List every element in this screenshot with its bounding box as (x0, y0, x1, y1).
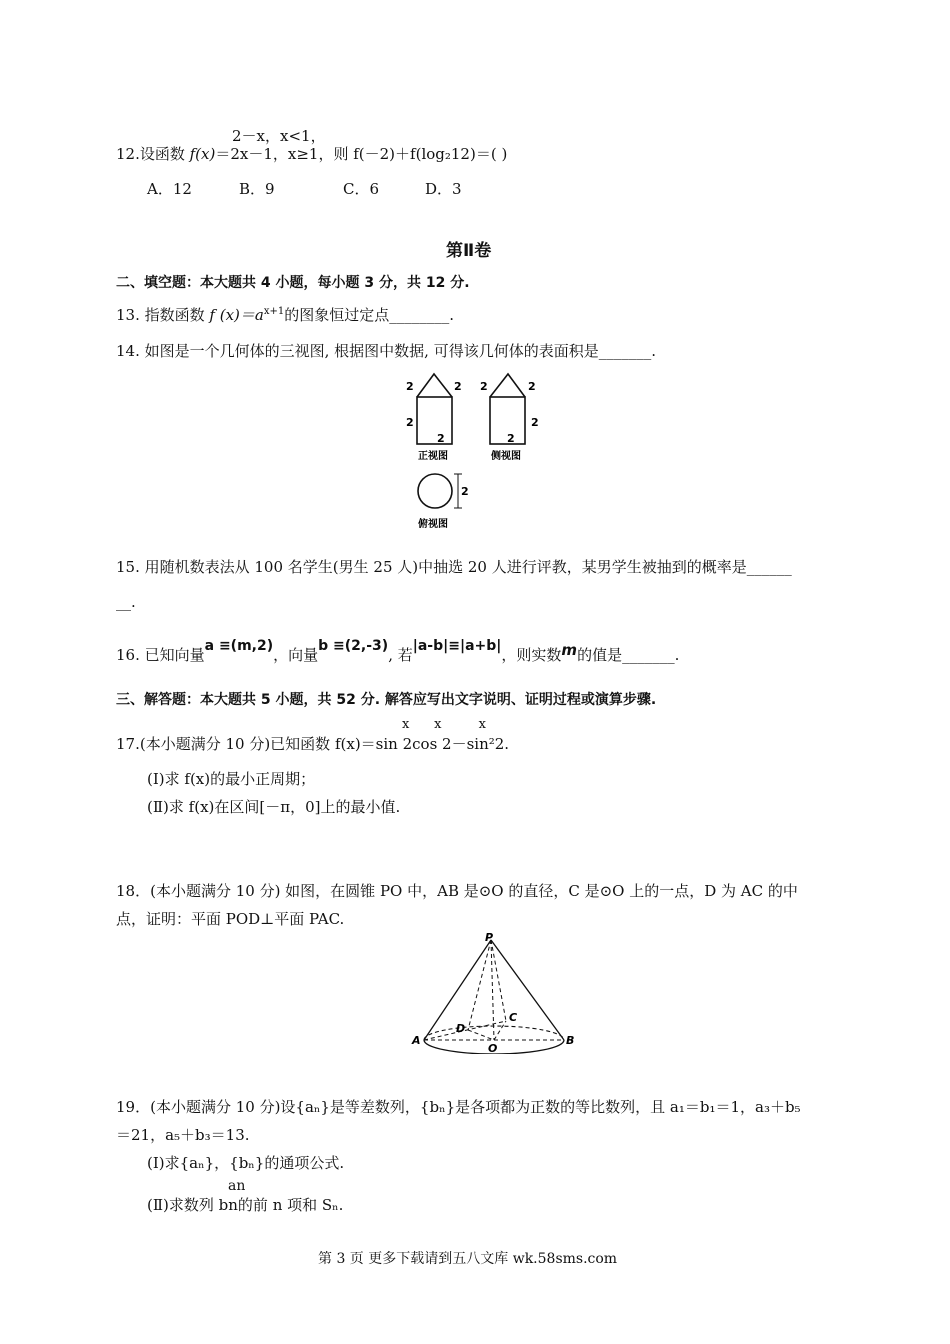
q13-suffix: 的图象恒过定点________. (284, 306, 455, 324)
q18-line1: 18．(本小题满分 10 分) 如图，在圆锥 PO 中，AB 是⊙O 的直径，C 是⊙O 上的一点，D 为 AC 的中 (116, 882, 798, 900)
q16-condition: |a-b|≡|a+b| (412, 638, 502, 654)
cone-label-p: P (485, 931, 494, 944)
q16-m: m (561, 641, 578, 659)
cone-label-b: B (566, 1034, 575, 1047)
q12-middle: ＝2x－1，x≥1，则 (215, 145, 354, 163)
q15-line1: 15. 用随机数表法从 100 名学生(男生 25 人)中抽选 20 人进行评教，某男学生被抽到的概率是______ (116, 558, 792, 576)
side-dim-left-slope: 2 (480, 380, 488, 393)
side-view-label: 侧视图 (491, 451, 521, 462)
q17-part2: (Ⅱ)求 f(x)在区间[－π，0]上的最小值. (147, 798, 401, 816)
q12-fx: f(x) (189, 145, 216, 163)
q16-text (116, 638, 680, 665)
q12-option-c: C．6 (343, 180, 380, 198)
front-view (406, 374, 462, 462)
q13-fx: f (x)＝a (209, 306, 264, 324)
q15-line2: __. (116, 593, 136, 611)
q13-text (116, 304, 454, 325)
q13-exponent: x+1 (263, 306, 285, 317)
side-dim-right-slope: 2 (528, 380, 536, 393)
q19-line1: 19．(本小题满分 10 分)设{aₙ}是等差数列，{bₙ}是各项都为正数的等比数列，且 a₁＝b₁＝1，a₃＋b₅ (116, 1098, 801, 1116)
q12-stem (116, 143, 507, 164)
front-dim-base: 2 (437, 432, 445, 445)
q12-option-a: A．12 (147, 180, 192, 198)
q16-mid2: , 若 (388, 646, 413, 664)
top-view-label: 俯视图 (418, 519, 448, 530)
q12-option-b: B．9 (239, 180, 275, 198)
front-dim-right-slope: 2 (454, 380, 462, 393)
q12-option-d: D．3 (425, 180, 462, 198)
front-dim-left-slope: 2 (406, 380, 414, 393)
q16-vector-a: a ≡(m,2) (204, 638, 274, 654)
q17-fraction-tops: x x x (402, 717, 486, 732)
top-view (418, 474, 469, 530)
q19-fraction-top: an (228, 1178, 246, 1194)
cone-label-o: O (488, 1042, 498, 1054)
top-dim-diameter: 2 (461, 485, 469, 498)
section2-heading: 二、填空题：本大题共 4 小题，每小题 3 分，共 12 分. (116, 275, 470, 291)
side-dim-base: 2 (507, 432, 515, 445)
q14-text: 14. 如图是一个几何体的三视图, 根据图中数据, 可得该几何体的表面积是_______. (116, 342, 656, 360)
q12-prefix: 12.设函数 (116, 145, 190, 163)
front-dim-height: 2 (406, 416, 414, 429)
q16-prefix: 16. 已知向量 (116, 646, 205, 664)
q18-cone-figure (408, 928, 580, 1054)
q19-part2: (Ⅱ)求数列 bn的前 n 项和 Sₙ. (147, 1196, 344, 1214)
q12-rest: f(－2)＋f(log₂12)＝( ) (353, 145, 508, 163)
page-footer: 第 3 页 更多下载请到五八文库 wk.58sms.com (318, 1251, 618, 1267)
q12-piecewise-top: 2－x，x<1， (232, 127, 326, 145)
front-view-label: 正视图 (418, 451, 448, 462)
section3-heading: 三、解答题：本大题共 5 小题，共 52 分. 解答应写出文字说明、证明过程或演算步骤. (116, 692, 657, 708)
side-view (480, 374, 539, 462)
q16-suffix: 的值是_______. (577, 646, 680, 664)
q18-line2: 点，证明：平面 POD⊥平面 PAC. (116, 910, 345, 928)
cone-label-a: A (412, 1034, 421, 1047)
q16-mid1: ，向量 (273, 646, 319, 664)
cone-label-d: D (456, 1022, 466, 1035)
q16-mid3: ，则实数 (501, 646, 562, 664)
cone-label-c: C (509, 1011, 518, 1024)
section2-title: 第Ⅱ卷 (446, 241, 492, 261)
side-dim-height: 2 (531, 416, 539, 429)
q14-three-view-figure (400, 366, 550, 534)
q13-prefix: 13. 指数函数 (116, 306, 210, 324)
q19-line2: ＝21，a₅＋b₃＝13. (116, 1126, 250, 1144)
q17-part1: (Ⅰ)求 f(x)的最小正周期； (147, 770, 316, 788)
q16-vector-b: b ≡(2,-3) (318, 638, 389, 654)
q17-text: 17.(本小题满分 10 分)已知函数 f(x)＝sin 2cos 2－sin²2. (116, 735, 510, 753)
q19-part1: (Ⅰ)求{aₙ}，{bₙ}的通项公式. (147, 1154, 345, 1172)
